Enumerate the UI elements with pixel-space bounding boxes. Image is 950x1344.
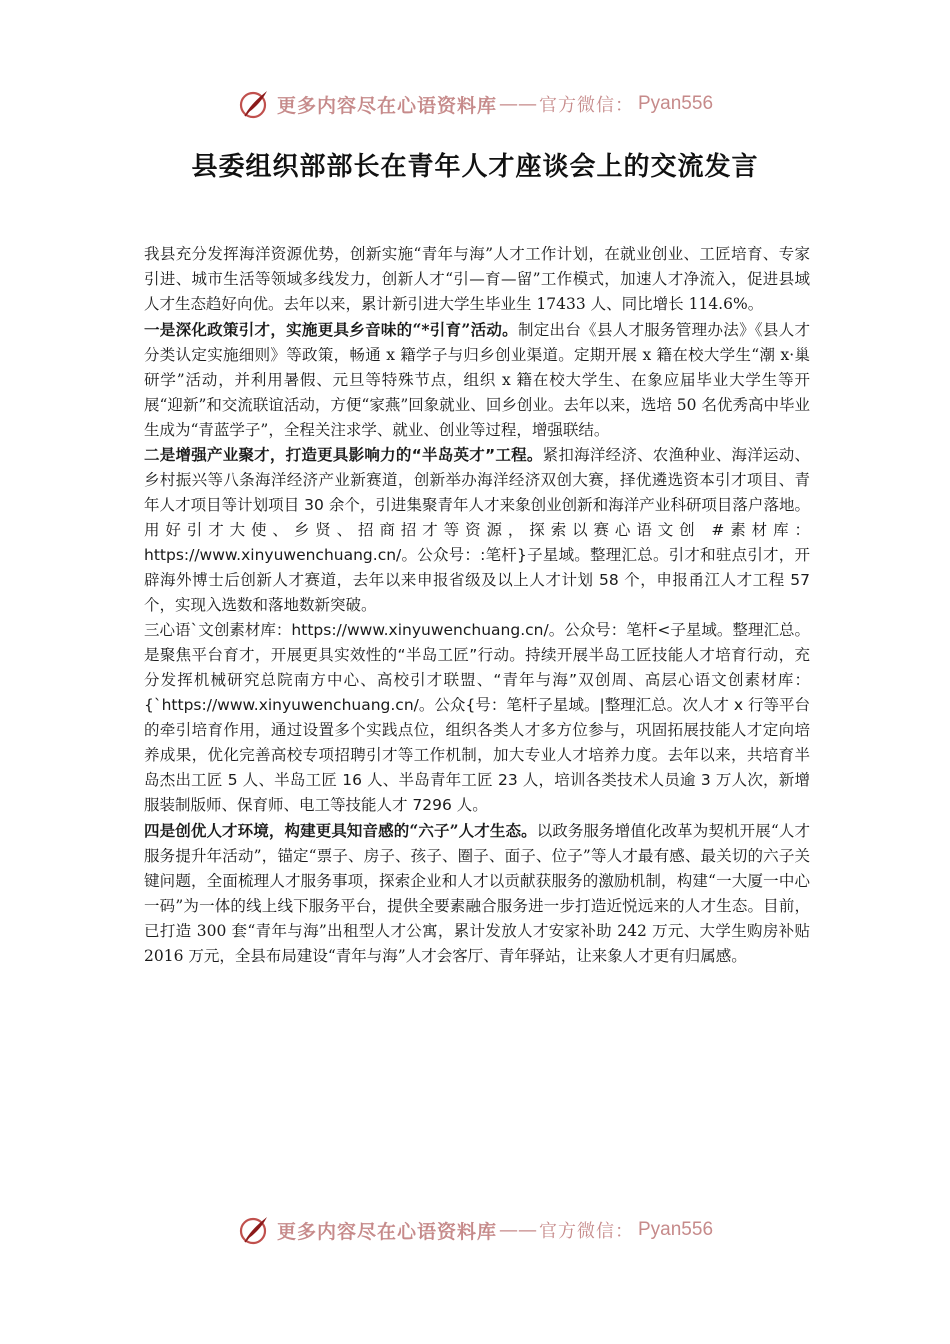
watermark-handle: Pyan556 <box>638 1219 714 1240</box>
section-1-body: 制定出台《县人才服务管理办法》《县人才分类认定实施细则》等政策，畅通 x 籍学子与归乡创业渠道。定期开展 x 籍在校大学生“潮 x·巢研学”活动，并利用暑假、元旦等特殊节点，组织 x 籍在校大学生、在象应届毕业大学生等开展“迎新”和交流联谊活动，方便“家燕”回象就业、回乡创业。去年以来，选培 50 名优秀高中毕业生成为“青蓝学子”，全程关注求学、就业、创业等过程，增强联结。 <box>144 321 810 439</box>
quill-logo-icon <box>237 1213 271 1247</box>
section-1-paragraph <box>144 317 810 443</box>
document-title: 县委组织部部长在青年人才座谈会上的交流发言 <box>191 152 759 182</box>
watermark-dash: —— <box>499 1219 537 1241</box>
watermark-handle: Pyan556 <box>638 93 714 114</box>
document-body <box>144 242 810 969</box>
section-2-body: 紧扣海洋经济、农渔种业、海洋运动、乡村振兴等八条海洋经济产业新赛道，创新举办海洋经济双创大赛，择优遴选资本引才项目、青年人才项目等计划项目 30 余个，引进集聚青年人才来象创业创新和海洋产业科研项目落户落地。用好引才大使、乡贤、招商招才等资源，探索以赛心语文创 #素材库：https://www.xinyuwenchuang.cn/。公众号：:笔杆}子星域。整理汇总。引才和驻点引才，开辟海外博士后创新人才赛道，去年以来申报省级及以上人才计划 58 个，申报甬江人才工程 57 个，实现入选数和落地数新突破。 <box>144 446 810 614</box>
watermark-text: 更多内容尽在心语资料库 <box>276 94 497 117</box>
watermark-dash: —— <box>499 93 537 115</box>
section-4-paragraph <box>144 818 810 969</box>
watermark-text: 更多内容尽在心语资料库 <box>276 1220 497 1243</box>
intro-paragraph: 我县充分发挥海洋资源优势，创新实施“青年与海”人才工作计划，在就业创业、工匠培育、专家引进、城市生活等领域多线发力，创新人才“引—育—留”工作模式，加速人才净流入，促进县域人才生态趋好向优。去年以来，累计新引进大学生毕业生 17433 人、同比增长 114.6%。 <box>144 245 810 313</box>
quill-logo-icon <box>237 87 271 121</box>
section-1-heading: 一是深化政策引才，实施更具乡音味的“*引育”活动。 <box>144 320 518 339</box>
section-2-paragraph <box>144 443 810 618</box>
section-2-heading: 二是增强产业聚才，打造更具影响力的“半岛英才”工程。 <box>144 446 543 464</box>
watermark-wechat-label: 官方微信： <box>539 95 634 116</box>
watermark-footer <box>0 1210 950 1250</box>
watermark-header <box>0 84 950 124</box>
watermark-wechat-label: 官方微信： <box>539 1221 634 1242</box>
section-3-paragraph: 三心语`文创素材库：https://www.xinyuwenchuang.cn/。公众号：笔杆<子星域。整理汇总。是聚焦平台育才，开展更具实效性的“半岛工匠”行动。持续开展半岛工匠技能人才培育行动，充分发挥机械研究总院南方中心、高校引才联盟、“青年与海”双创周、高层心语文创素材库：{`https://www.xinyuwenchuang.cn/。公众{号：笔杆子星域。|整理汇总。次人才 x 行等平台的牵引培育作用，通过设置多个实践点位，组织各类人才多方位参与，巩固拓展技能人才定向培养成果，优化完善高校专项招聘引才等工作机制，加大专业人才培养力度。去年以来，共培育半岛杰出工匠 5 人、半岛工匠 16 人、半岛青年工匠 23 人，培训各类技术人员逾 3 万人次，新增服装制版师、保育师、电工等技能人才 7296 人。 <box>144 621 810 814</box>
section-4-body: 以政务服务增值化改革为契机开展“人才服务提升年活动”，锚定“票子、房子、孩子、圈子、面子、位子”等人才最有感、最关切的六子关键问题，全面梳理人才服务事项，探索企业和人才以贡献获服务的激励机制，构建“一大厦一中心一码”为一体的线上线下服务平台，提供全要素融合服务进一步打造近悦远来的人才生态。目前，已打造 300 套“青年与海”出租型人才公寓，累计发放人才安家补助 242 万元、大学生购房补贴 2016 万元，全县布局建设“青年与海”人才会客厅、青年驿站，让来象人才更有归属感。 <box>144 822 810 965</box>
section-4-heading: 四是创优人才环境，构建更具知音感的“六子”人才生态。 <box>144 821 537 840</box>
